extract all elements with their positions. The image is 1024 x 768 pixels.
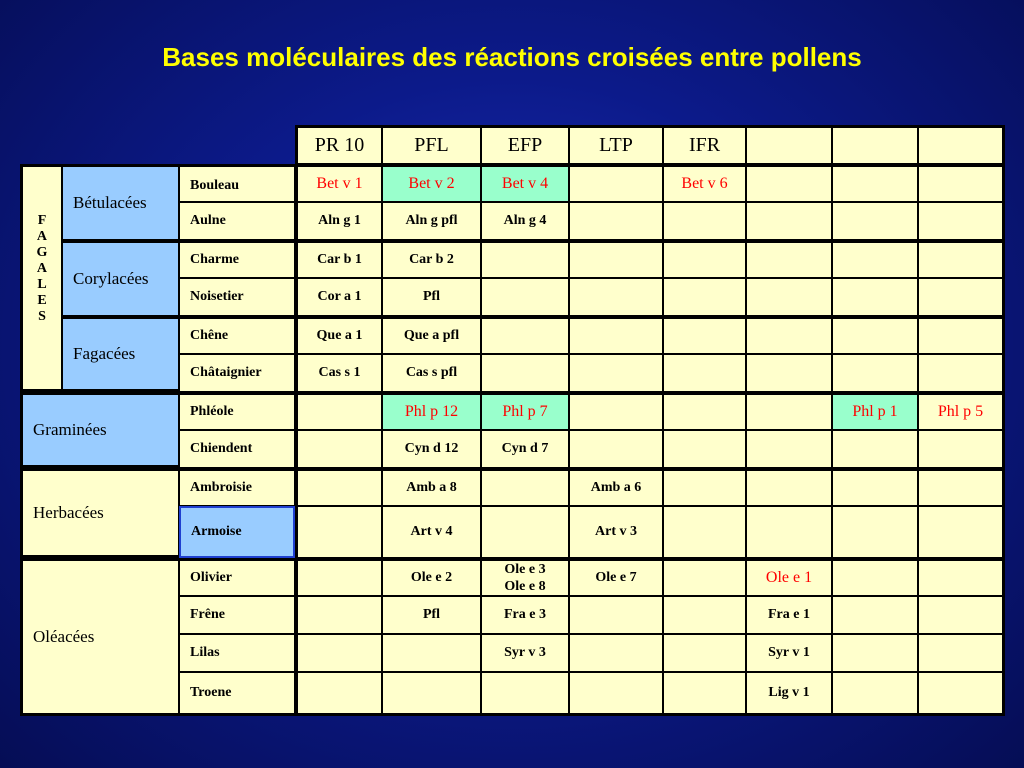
table-cell [918,596,1005,634]
order-fagales [20,164,62,392]
species-ambroisie: Ambroisie [179,468,295,506]
table-cell [382,634,481,672]
table-cell [746,354,832,392]
table-cell: Que a pfl [382,316,481,354]
table-cell [569,596,663,634]
table-cell: Cas s 1 [295,354,382,392]
table-cell [663,468,746,506]
table-cell [663,506,746,558]
table-cell [832,596,918,634]
table-cell [746,278,832,316]
table-cell [382,672,481,716]
table-cell [663,558,746,596]
table-cell [663,430,746,468]
table-cell: Car b 2 [382,240,481,278]
table-cell [832,558,918,596]
order-letter: F [37,213,47,228]
table-cell [295,634,382,672]
table-cell [746,202,832,240]
table-cell: Syr v 3 [481,634,569,672]
table-cell: Phl p 12 [382,392,481,430]
table-cell [832,634,918,672]
table-cell [918,506,1005,558]
table-cell [569,430,663,468]
table-cell [918,672,1005,716]
family-oleacees: Oléacées [20,558,179,716]
table-cell [918,316,1005,354]
table-cell [569,392,663,430]
table-cell [918,558,1005,596]
table-cell [918,634,1005,672]
table-cell [663,354,746,392]
cell-line: Ole e 3 [504,561,546,577]
table-cell [746,316,832,354]
table-cell [663,596,746,634]
table-cell [746,164,832,202]
table-cell [832,468,918,506]
table-cell [663,240,746,278]
species-phleole: Phléole [179,392,295,430]
table-cell [832,316,918,354]
order-letter: A [36,261,48,276]
species-charme: Charme [179,240,295,278]
table-cell [746,430,832,468]
table-cell: Amb a 8 [382,468,481,506]
table-cell [918,430,1005,468]
col-header-ltp: LTP [569,125,663,164]
table-cell: Syr v 1 [746,634,832,672]
allergen-table [20,125,1005,716]
table-cell [746,506,832,558]
order-letter: E [37,293,47,308]
table-cell [569,240,663,278]
species-chataignier: Châtaignier [179,354,295,392]
order-letter: A [36,229,48,244]
table-cell: Pfl [382,596,481,634]
cell-line: Ole e 8 [504,579,546,594]
table-cell: Pfl [382,278,481,316]
table-cell [918,240,1005,278]
table-cell: Car b 1 [295,240,382,278]
col-header-ifr: IFR [663,125,746,164]
table-cell [832,672,918,716]
table-cell [295,672,382,716]
table-cell [481,354,569,392]
col-header-pfl: PFL [382,125,481,164]
table-cell: Aln g 1 [295,202,382,240]
table-cell: Fra e 3 [481,596,569,634]
table-cell [295,506,382,558]
table-cell [481,468,569,506]
table-cell: Bet v 4 [481,164,569,202]
species-frene: Frêne [179,596,295,634]
table-cell [481,240,569,278]
order-letter: S [38,309,46,324]
table-cell [832,240,918,278]
table-cell [569,164,663,202]
family-fagacees: Fagacées [62,316,179,392]
table-cell [663,202,746,240]
table-cell [295,596,382,634]
table-cell [918,202,1005,240]
table-cell [746,468,832,506]
col-header-pr10: PR 10 [295,125,382,164]
species-lilas: Lilas [179,634,295,672]
table-cell [481,278,569,316]
family-herbacees: Herbacées [20,468,179,558]
table-cell: Ole e 7 [569,558,663,596]
col-header-empty-2 [832,125,918,164]
table-cell [295,392,382,430]
table-cell [832,506,918,558]
slide-title: Bases moléculaires des réactions croisées entre pollens [162,42,862,72]
table-cell [832,354,918,392]
table-cell: Ole e 2 [382,558,481,596]
col-header-empty-1 [746,125,832,164]
table-cell [481,316,569,354]
table-cell: Art v 3 [569,506,663,558]
table-cell [569,316,663,354]
table-cell: Phl p 7 [481,392,569,430]
order-letter: L [37,277,47,292]
table-cell: Aln g 4 [481,202,569,240]
table-cell: Cyn d 12 [382,430,481,468]
table-cell: Fra e 1 [746,596,832,634]
table-cell [569,202,663,240]
species-armoise: Armoise [179,506,295,558]
table-cell: Aln g pfl [382,202,481,240]
table-cell [832,164,918,202]
table-cell [569,354,663,392]
species-chiendent: Chiendent [179,430,295,468]
table-cell [832,202,918,240]
table-cell [295,468,382,506]
table-cell: Cor a 1 [295,278,382,316]
table-cell [663,672,746,716]
table-cell [569,672,663,716]
table-cell: Cyn d 7 [481,430,569,468]
species-olivier: Olivier [179,558,295,596]
species-bouleau: Bouleau [179,164,295,202]
table-cell [663,392,746,430]
col-header-empty-3 [918,125,1005,164]
family-corylacees: Corylacées [62,240,179,316]
table-cell: Bet v 2 [382,164,481,202]
species-noisetier: Noisetier [179,278,295,316]
table-cell [918,468,1005,506]
table-cell [569,278,663,316]
table-cell [746,392,832,430]
table-cell [832,430,918,468]
species-chene: Chêne [179,316,295,354]
order-letter: G [36,245,48,260]
table-cell [481,506,569,558]
family-betulacees: Bétulacées [62,164,179,240]
table-cell: Bet v 1 [295,164,382,202]
table-cell [663,316,746,354]
header-corner [20,125,295,164]
table-cell: Cas s pfl [382,354,481,392]
table-cell [481,558,569,596]
table-cell [918,354,1005,392]
col-header-efp: EFP [481,125,569,164]
table-cell [569,634,663,672]
table-cell [295,558,382,596]
table-cell: Amb a 6 [569,468,663,506]
table-cell [663,634,746,672]
table-cell: Phl p 1 [832,392,918,430]
table-cell [832,278,918,316]
table-cell: Ole e 1 [746,558,832,596]
table-cell: Art v 4 [382,506,481,558]
table-cell [663,278,746,316]
table-cell: Lig v 1 [746,672,832,716]
table-cell: Que a 1 [295,316,382,354]
table-cell [918,164,1005,202]
table-cell [481,672,569,716]
table-cell [918,278,1005,316]
species-aulne: Aulne [179,202,295,240]
species-troene: Troene [179,672,295,716]
table-cell [295,430,382,468]
family-graminees: Graminées [20,392,179,468]
table-cell: Bet v 6 [663,164,746,202]
table-cell: Phl p 5 [918,392,1005,430]
table-cell [746,240,832,278]
